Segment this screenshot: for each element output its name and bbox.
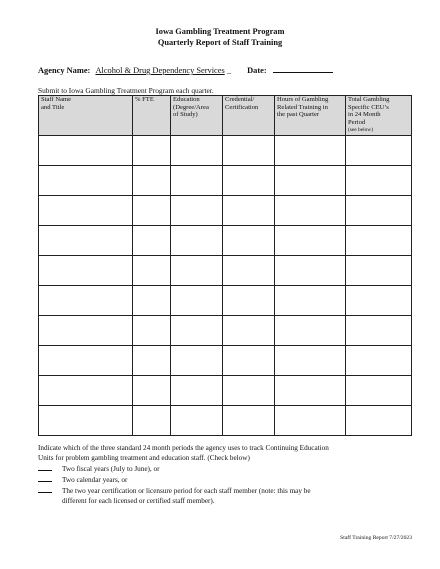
table-row [39, 225, 412, 255]
date-field[interactable] [273, 65, 333, 73]
table-cell[interactable] [275, 345, 346, 375]
table-cell[interactable] [346, 165, 412, 195]
agency-value-tail: _ [224, 66, 232, 75]
agency-colon: : [87, 66, 91, 75]
table-cell[interactable] [223, 375, 275, 405]
table-cell[interactable] [275, 195, 346, 225]
date-label: Date: [247, 66, 267, 75]
table-cell[interactable] [39, 165, 133, 195]
col-header-credential: Credential/ Certification [223, 96, 275, 136]
table-cell[interactable] [171, 195, 223, 225]
option-certification-period: The two year certification or licensure period for each staff member (note: this may be [38, 485, 418, 496]
table-row [39, 135, 412, 165]
ceu-period-notes [38, 443, 418, 506]
table-cell[interactable] [275, 285, 346, 315]
table-row [39, 375, 412, 405]
table-cell[interactable] [346, 135, 412, 165]
table-cell[interactable] [275, 375, 346, 405]
table-cell[interactable] [346, 345, 412, 375]
table-row [39, 345, 412, 375]
table-cell[interactable] [346, 315, 412, 345]
table-cell[interactable] [39, 225, 133, 255]
table-cell[interactable] [171, 285, 223, 315]
table-cell[interactable] [171, 405, 223, 435]
table-row [39, 165, 412, 195]
option-fiscal-years: Two fiscal years (July to June), or [38, 463, 418, 474]
table-cell[interactable] [171, 255, 223, 285]
table-cell[interactable] [133, 165, 171, 195]
table-cell[interactable] [346, 375, 412, 405]
table-cell[interactable] [171, 345, 223, 375]
notes-intro-line1: Indicate which of the three standard 24 month periods the agency uses to track Continuing Education [38, 444, 329, 452]
col-header-total-ceus: Total Gambling Specific CEU’s in 24 Month Period (see below) [346, 96, 412, 136]
agency-name-value: Alcohol & Drug Dependency Services [95, 66, 225, 75]
page-footer: Staff Training Report 7/27/2023 [340, 535, 412, 541]
see-below-note: (see below) [348, 127, 373, 134]
table-row [39, 285, 412, 315]
table-cell[interactable] [133, 345, 171, 375]
submit-note: Submit to Iowa Gambling Treatment Program each quarter. [38, 86, 214, 95]
table-cell[interactable] [223, 135, 275, 165]
document-subtitle: Quarterly Report of Staff Training [157, 38, 283, 47]
table-cell[interactable] [133, 255, 171, 285]
table-row [39, 255, 412, 285]
table-cell[interactable] [39, 315, 133, 345]
col-header-fte: % FTE [133, 96, 171, 136]
table-cell[interactable] [171, 375, 223, 405]
table-cell[interactable] [275, 225, 346, 255]
table-cell[interactable] [275, 165, 346, 195]
table-cell[interactable] [133, 225, 171, 255]
table-cell[interactable] [223, 165, 275, 195]
table-cell[interactable] [346, 405, 412, 435]
table-cell[interactable] [223, 255, 275, 285]
table-cell[interactable] [171, 135, 223, 165]
table-cell[interactable] [39, 375, 133, 405]
staff-training-table [38, 95, 412, 436]
table-cell[interactable] [223, 405, 275, 435]
agency-name-label: Agency Name [38, 66, 88, 75]
option-fiscal-years-checkbox[interactable] [38, 463, 52, 471]
table-cell[interactable] [346, 285, 412, 315]
col-header-training-hours: Hours of Gambling Related Training in the past Quarter [275, 96, 346, 136]
table-cell[interactable] [133, 135, 171, 165]
table-cell[interactable] [171, 165, 223, 195]
table-cell[interactable] [133, 405, 171, 435]
option-calendar-years: Two calendar years, or [38, 474, 418, 485]
table-cell[interactable] [171, 315, 223, 345]
option-certification-period-checkbox[interactable] [38, 485, 52, 493]
table-cell[interactable] [223, 195, 275, 225]
col-header-staff-name: Staff Name and Title [39, 96, 133, 136]
table-cell[interactable] [39, 345, 133, 375]
table-cell[interactable] [39, 135, 133, 165]
table-cell[interactable] [346, 225, 412, 255]
table-cell[interactable] [223, 345, 275, 375]
table-cell[interactable] [275, 135, 346, 165]
table-cell[interactable] [171, 225, 223, 255]
table-cell[interactable] [275, 405, 346, 435]
table-row [39, 405, 412, 435]
agency-row [38, 65, 333, 76]
table-cell[interactable] [133, 195, 171, 225]
table-cell[interactable] [223, 315, 275, 345]
table-cell[interactable] [39, 405, 133, 435]
notes-intro-line2: Units for problem gambling treatment and education staff. (Check below) [38, 454, 250, 462]
table-cell[interactable] [223, 285, 275, 315]
option-calendar-years-checkbox[interactable] [38, 474, 52, 482]
col-header-education: Education (Degree/Area of Study) [171, 96, 223, 136]
table-cell[interactable] [346, 255, 412, 285]
table-header-row [39, 96, 412, 136]
table-cell[interactable] [39, 285, 133, 315]
table-cell[interactable] [133, 285, 171, 315]
table-row [39, 195, 412, 225]
option-certification-period-cont: different for each licensed or certified staff member). [62, 497, 215, 505]
table-cell[interactable] [275, 315, 346, 345]
table-cell[interactable] [133, 375, 171, 405]
table-cell[interactable] [39, 255, 133, 285]
table-cell[interactable] [39, 195, 133, 225]
table-row [39, 315, 412, 345]
table-cell[interactable] [275, 255, 346, 285]
document-title: Iowa Gambling Treatment Program [155, 27, 285, 36]
table-cell[interactable] [346, 195, 412, 225]
table-cell[interactable] [133, 315, 171, 345]
table-cell[interactable] [223, 225, 275, 255]
